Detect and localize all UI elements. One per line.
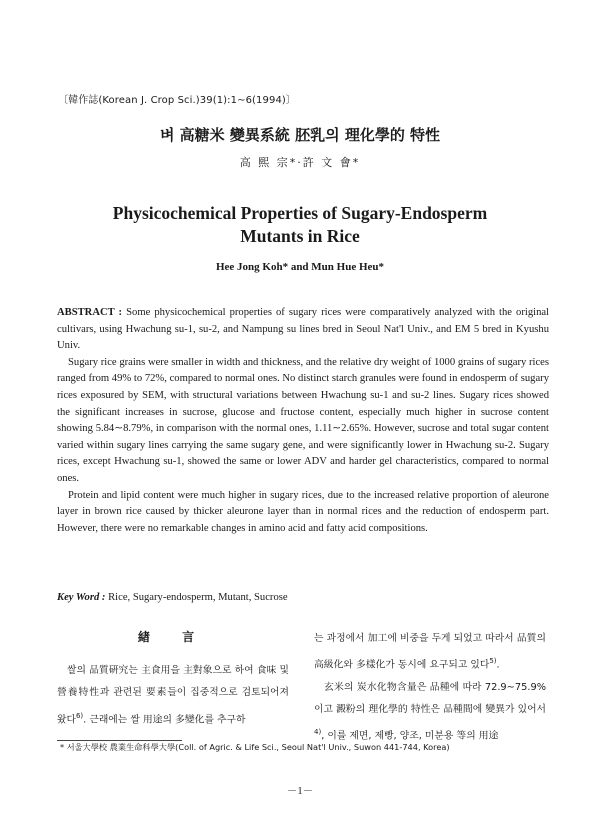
page-number: －1－ <box>286 786 314 797</box>
keywords-label: Key Word : <box>57 592 106 603</box>
abstract-paragraph-2: Sugary rice grains were smaller in width and thickness, and the relative dry weight of 1000 grains of sugary rices ranged from 49% to 72%, compared to normal ones. No distinct starch granules were found in endosperm of sugary rices exposured by SEM, with structural variations between Hwachung su-1 and su-2 lines. Sugary rices showed the significant increases in sucrose, glucose and fructose content, especially much higher in sucrose content showing 5.84∼8.79%, in comparison with the normal ones, 1.11∼2.65%. However, sucrose and total sugar content varied within sugary lines carrying the same sugary gene, and were significantly lower in Hwachung su-2. Sugary rices, except Hwachung su-1, showed the same or lower ADV and harder gel characteristics, compared to normal ones. <box>57 356 549 484</box>
intro-text-1: 쌀의 品質硏究는 主食用을 主對象으로 하여 食味 및 營養特性과 관련된 要素들이 집중적으로 검토되어져 왔다 <box>57 665 289 725</box>
intro-left-column <box>57 626 289 731</box>
intro-paragraph-3 <box>314 677 546 748</box>
footnote: * 서울大學校 農業生命科學大學(Coll. of Agric. & Life Sci., Seoul Nat'l Univ., Suwon 441-744, Korea) <box>60 742 450 752</box>
abstract-label: ABSTRACT : <box>57 307 123 318</box>
abstract-text-1: Some physicochemical properties of sugary rices were comparatively analyzed with the original cultivars, using Hwachung su-1, su-2, and Nampung su lines bred in Seoul Nat'l Univ., and EM 5 bred in Kyushu Univ. <box>57 307 550 352</box>
abstract-paragraph-3: Protein and lipid content were much higher in sugary rices, due to the increased relative proportion of aleurone layer in brown rice caused by thicker aleurone layer than in normal rices and the reduction of endosperm part. However, there were no remarkable changes in amino acid and fatty acid compositions. <box>57 489 549 534</box>
english-authors: Hee Jong Koh* and Mun Hue Heu* <box>215 261 385 273</box>
section-heading: 緖 言 <box>137 630 209 644</box>
intro-text-2-end: . <box>496 659 500 671</box>
intro-text-2: 는 과정에서 加工에 비중을 두게 되었고 따라서 品質의 高級化와 多樣化가 동시에 요구되고 있다 <box>314 633 546 671</box>
abstract-paragraph-1 <box>57 305 549 355</box>
intro-text-3-end: , 이를 제면, 제빵, 양조, 미분용 等의 用途 <box>321 730 499 742</box>
english-title-line-2: Mutants in Rice <box>240 226 360 246</box>
intro-text-1-cont: . 근래에는 쌀 用途의 多變化를 추구하 <box>83 713 246 725</box>
intro-right-column <box>314 628 546 748</box>
journal-reference: 〔韓作誌(Korean J. Crop Sci.)39(1):1∼6(1994)〕 <box>58 95 297 106</box>
citation-ref: 4) <box>314 728 322 737</box>
intro-paragraph-2 <box>314 628 546 677</box>
citation-ref: 6) <box>75 711 84 720</box>
korean-title: 벼 高糖米 變異系統 胚乳의 理化學的 特性 <box>159 126 441 144</box>
keywords <box>57 592 549 603</box>
intro-paragraph-1 <box>57 660 289 731</box>
intro-text-3: 玄米의 炭水化物含量은 品種에 따라 72.9∼75.9%이고 澱粉의 理化學的 特性은 品種間에 變異가 있어서 <box>314 681 546 715</box>
english-title-line-1: Physicochemical Properties of Sugary-Endosperm <box>112 203 488 223</box>
abstract <box>57 305 549 537</box>
korean-authors: 高 熙 宗*·許 文 會* <box>239 156 361 169</box>
keywords-text: Rice, Sugary-endosperm, Mutant, Sucrose <box>108 592 288 603</box>
citation-ref: 5) <box>489 657 497 666</box>
english-title <box>0 202 600 248</box>
footnote-divider <box>57 740 182 741</box>
